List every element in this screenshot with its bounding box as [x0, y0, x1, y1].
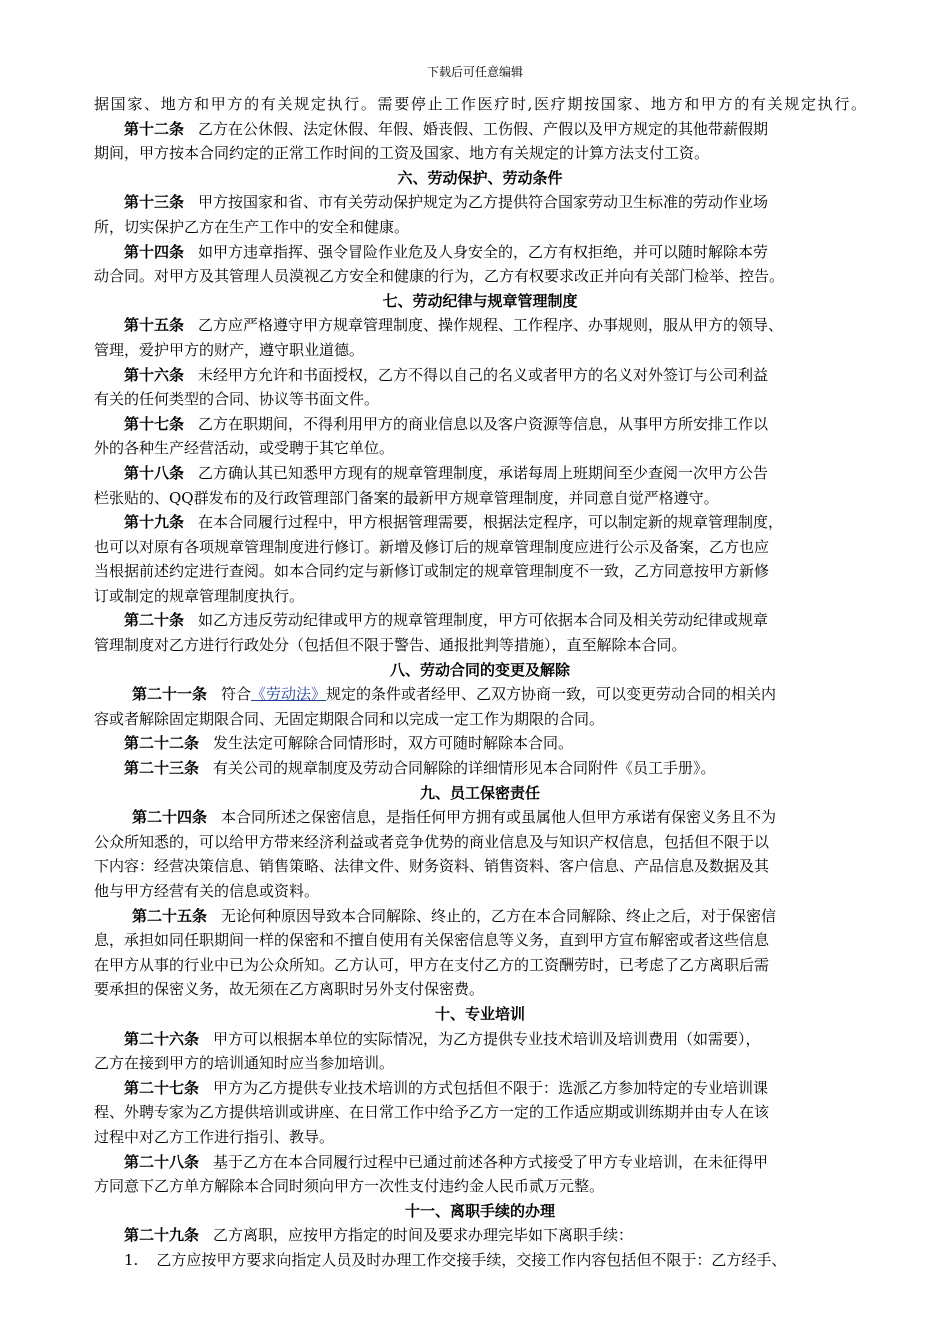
page-header: 下载后可任意编辑 — [426, 65, 523, 79]
article-26-line: 第二十六条 甲方可以根据本单位的实际情况，为乙方提供专业技术培训及培训费用（如需要）， — [124, 1029, 761, 1048]
text-line: 容或者解除固定期限合同、无固定期限合同和以完成一定工作为期限的合同。 — [94, 709, 605, 728]
text-line: 外的各种生产经营活动，或受聘于其它单位。 — [94, 439, 395, 458]
article-number: 第十三条 — [124, 193, 185, 212]
article-number: 第二十三条 — [124, 759, 200, 778]
list-item-1: 1. 乙方应按甲方要求向指定人员及时办理工作交接手续，交接工作内容包括但不限于：乙方经手、 — [124, 1250, 787, 1269]
article-number: 第十七条 — [124, 414, 185, 433]
text-line: 管理，爱护甲方的财产，遵守职业道德。 — [94, 340, 365, 359]
labor-law-link[interactable]: 《劳动法》 — [251, 685, 327, 704]
article-number: 第二十六条 — [124, 1029, 200, 1048]
text-line: 据国家、地方和甲方的有关规定执行。需要停止工作医疗时,医疗期按国家、地方和甲方的有关规定执行。 — [94, 95, 866, 113]
section-heading: 六、劳动保护、劳动条件 — [397, 168, 563, 187]
section-heading: 十、专业培训 — [434, 1004, 525, 1023]
article-number: 第二十五条 — [132, 906, 208, 925]
article-25-line: 第二十五条 无论何种原因导致本合同解除、终止的，乙方在本合同解除、终止之后，对于保密信 — [132, 906, 777, 925]
text-line: 程、外聘专家为乙方提供培训或讲座、在日常工作中给予乙方一定的工作适应期或训练期并由专人在该 — [94, 1103, 770, 1122]
article-14-line: 第十四条 如甲方违章指挥、强令冒险作业危及人身安全的，乙方有权拒绝，并可以随时解除本劳 — [124, 242, 769, 261]
contract-body — [94, 92, 866, 1273]
article-number: 第二十二条 — [124, 734, 200, 753]
text-line: 方同意下乙方单方解除本合同时须向甲方一次性支付违约金人民币贰万元整。 — [94, 1177, 605, 1196]
article-15-line: 第十五条 乙方应严格遵守甲方规章管理制度、操作规程、工作程序、办事规则，服从甲方的领导、 — [124, 316, 784, 335]
text-line: 动合同。对甲方及其管理人员漠视乙方安全和健康的行为，乙方有权要求改正并向有关部门检举、控告。 — [94, 267, 785, 286]
article-number: 第十八条 — [124, 463, 185, 482]
text-line: 管理制度对乙方进行行政处分（包括但不限于警告、通报批判等措施），直至解除本合同。 — [94, 636, 687, 655]
article-number: 第十九条 — [124, 513, 185, 532]
article-18-line: 第十八条 乙方确认其已知悉甲方现有的规章管理制度，承诺每周上班期间至少查阅一次甲方公告 — [124, 463, 769, 482]
text-line: 公众所知悉的，可以给甲方带来经济利益或者竞争优势的商业信息及与知识产权信息，包括但不限于以 — [94, 832, 770, 851]
article-28-line: 第二十八条 基于乙方在本合同履行过程中已通过前述各种方式接受了甲方专业培训，在未征得甲 — [124, 1152, 769, 1171]
article-16-line: 第十六条 未经甲方允许和书面授权，乙方不得以自己的名义或者甲方的名义对外签订与公司利益 — [124, 365, 769, 384]
text-line: 也可以对原有各项规章管理制度进行修订。新增及修订后的规章管理制度应进行公示及备案，乙方也应 — [94, 537, 770, 556]
text-line: 当根据前述约定进行查阅。如本合同约定与新修订或制定的规章管理制度不一致，乙方同意按甲方新修 — [94, 562, 770, 581]
section-heading: 十一、离职手续的办理 — [404, 1201, 555, 1220]
article-22-line: 第二十二条 发生法定可解除合同情形时，双方可随时解除本合同。 — [124, 734, 574, 753]
text-line: 乙方在接到甲方的培训通知时应当参加培训。 — [94, 1054, 395, 1073]
article-24-line: 第二十四条 本合同所述之保密信息，是指任何甲方拥有或虽属他人但甲方承诺有保密义务且不为 — [132, 808, 777, 827]
article-number: 第十五条 — [124, 316, 185, 335]
text-line: 有关的任何类型的合同、协议等书面文件。 — [94, 390, 380, 409]
article-29-line: 第二十九条 乙方离职，应按甲方指定的时间及要求办理完毕如下离职手续： — [124, 1226, 634, 1245]
article-13-line: 第十三条 甲方按国家和省、市有关劳动保护规定为乙方提供符合国家劳动卫生标准的劳动作业场 — [124, 193, 769, 212]
text-line: 在甲方从事的行业中已为公众所知。乙方认可，甲方在支付乙方的工资酬劳时，已考虑了乙方离职后需 — [94, 955, 770, 974]
article-number: 第十四条 — [124, 242, 185, 261]
article-12-line: 第十二条 乙方在公休假、法定休假、年假、婚丧假、工伤假、产假以及甲方规定的其他带薪假期 — [124, 119, 769, 138]
text-line: 期间，甲方按本合同约定的正常工作时间的工资及国家、地方有关规定的计算方法支付工资。 — [94, 144, 710, 163]
text-line: 过程中对乙方工作进行指引、教导。 — [94, 1127, 335, 1146]
article-21-line: 第二十一条 符合《劳动法》规定的条件或者经甲、乙双方协商一致，可以变更劳动合同的相关内 — [132, 685, 777, 704]
article-23-line: 第二十三条 有关公司的规章制度及劳动合同解除的详细情形见本合同附件《员工手册》。 — [124, 759, 716, 778]
text-line: 所，切实保护乙方在生产工作中的安全和健康。 — [94, 217, 410, 236]
article-number: 第二十条 — [124, 611, 185, 630]
article-number: 第十二条 — [124, 119, 185, 138]
article-number: 第二十八条 — [124, 1152, 200, 1171]
text-line: 栏张贴的、QQ群发布的及行政管理部门备案的最新甲方规章管理制度，并同意自觉严格遵守。 — [94, 488, 719, 507]
article-27-line: 第二十七条 甲方为乙方提供专业技术培训的方式包括但不限于：选派乙方参加特定的专业培训课 — [124, 1078, 769, 1097]
article-number: 第二十四条 — [132, 808, 208, 827]
article-number: 第二十七条 — [124, 1078, 200, 1097]
text-line: 他与甲方经营有关的信息或资料。 — [94, 882, 320, 900]
article-19-line: 第十九条 在本合同履行过程中，甲方根据管理需要，根据法定程序，可以制定新的规章管理制度， — [124, 513, 784, 532]
section-heading: 八、劳动合同的变更及解除 — [389, 660, 570, 679]
article-number: 第十六条 — [124, 365, 185, 384]
article-number: 第二十一条 — [132, 685, 208, 704]
text-line: 下内容：经营决策信息、销售策略、法律文件、财务资料、销售资料、客户信息、产品信息及数据及其 — [94, 857, 770, 876]
text-line: 息，承担如同任职期间一样的保密和不擅自使用有关保密信息等义务，直到甲方宣布解密或者这些信息 — [94, 931, 770, 950]
text-line: 订或制定的规章管理制度执行。 — [94, 586, 305, 605]
section-heading: 九、员工保密责任 — [419, 783, 540, 802]
section-heading: 七、劳动纪律与规章管理制度 — [382, 291, 578, 310]
list-number: 1. — [124, 1250, 139, 1269]
text-line: 要承担的保密义务，故无须在乙方离职时另外支付保密费。 — [94, 980, 485, 999]
article-17-line: 第十七条 乙方在职期间，不得利用甲方的商业信息以及客户资源等信息，从事甲方所安排工作以 — [124, 414, 769, 433]
article-20-line: 第二十条 如乙方违反劳动纪律或甲方的规章管理制度，甲方可依据本合同及相关劳动纪律或规章 — [124, 611, 769, 630]
article-number: 第二十九条 — [124, 1226, 200, 1245]
